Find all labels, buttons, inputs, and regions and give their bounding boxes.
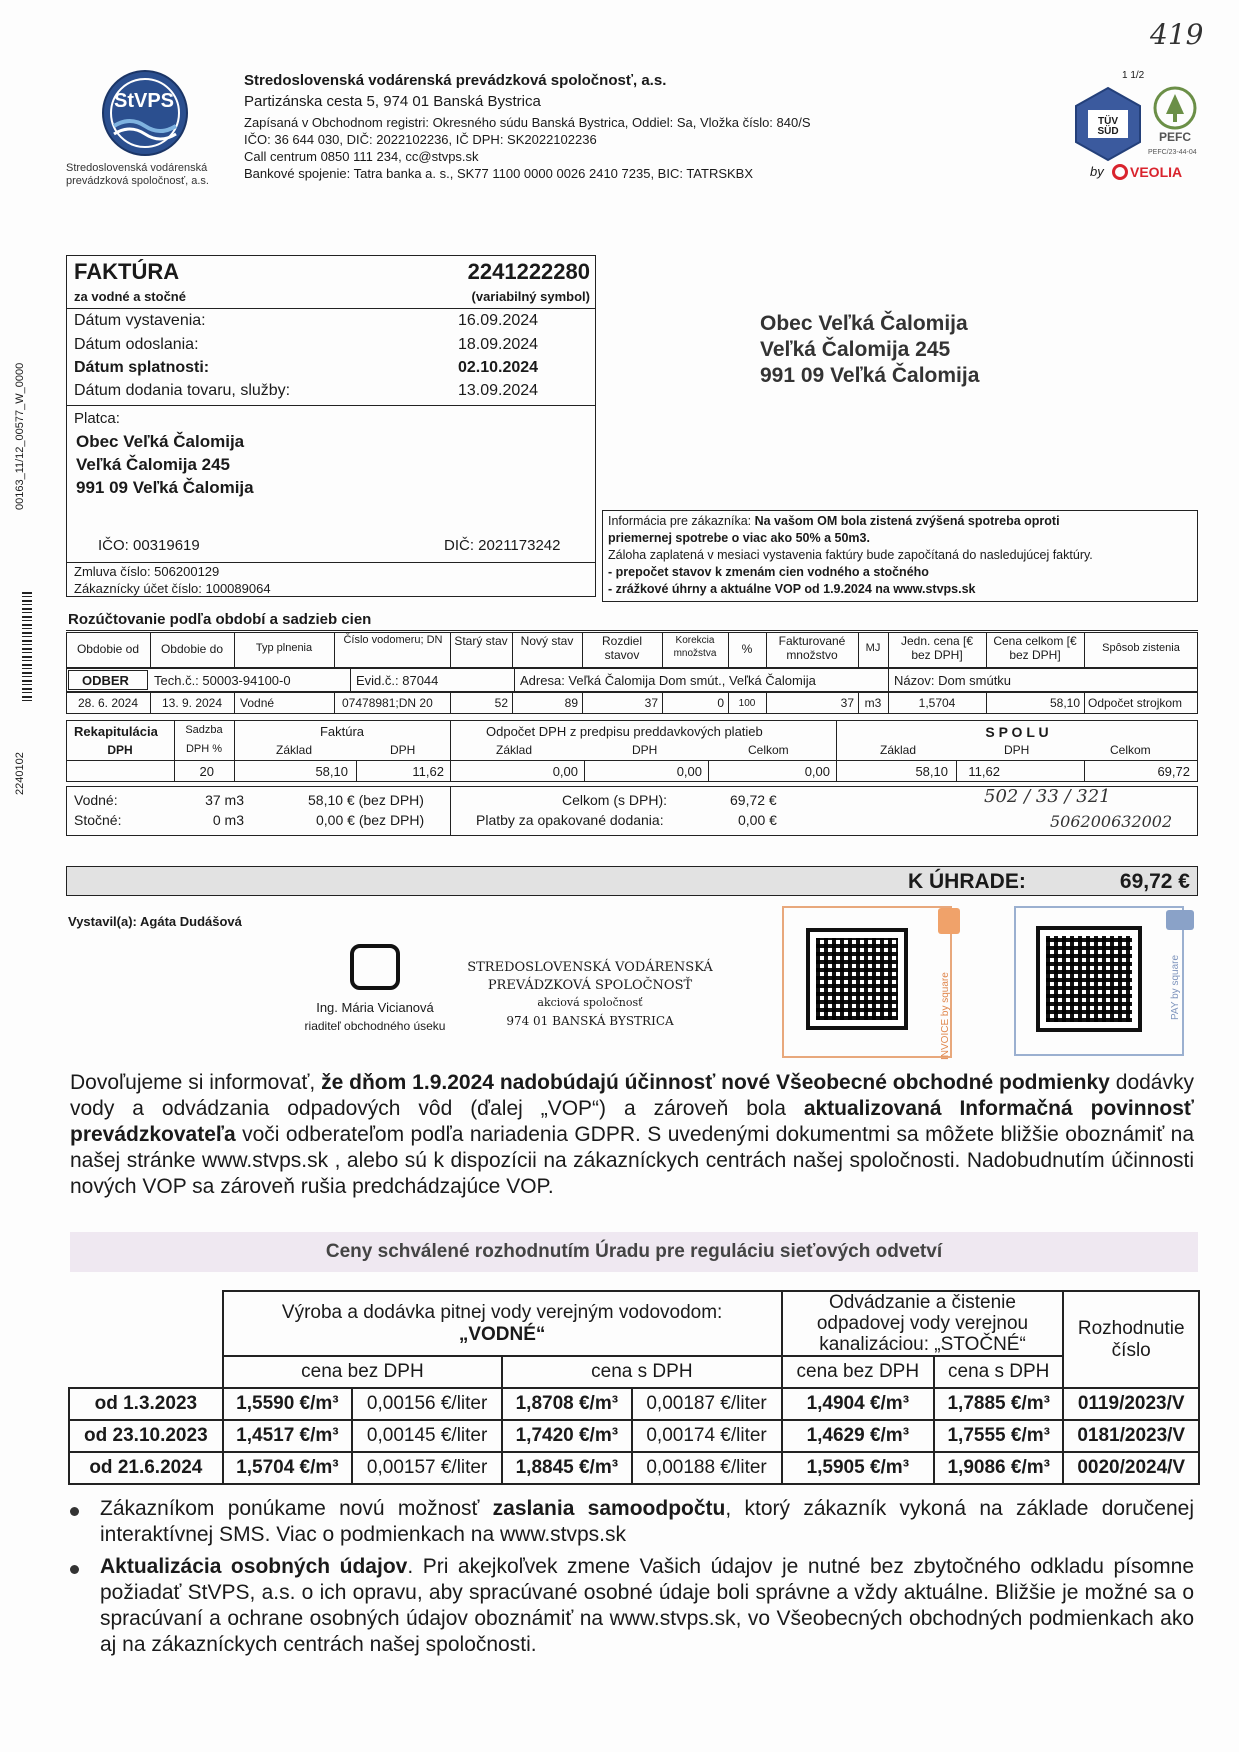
stamp-line-4: 974 01 BANSKÁ BYSTRICA (506, 1014, 674, 1028)
recap-spolu: S P O L U (985, 724, 1049, 740)
recap-faktura-dph: DPH (390, 743, 416, 757)
recap-odpocet: Odpočet DPH z predpisu preddavkových platieb (486, 724, 763, 739)
bullet-1-seg-2: , ktorý zákazník vykoná na základe doručenej interaktívnej SMS. Viac o podmienkach na www.stvps.sk (100, 1497, 1194, 1546)
sub-header-3: cena bez DPH (782, 1356, 934, 1388)
info-line-1 (608, 514, 1060, 528)
info-line-4: - prepočet stavov k zmenám cien vodného a stočného (608, 565, 929, 579)
tuv-badge (1070, 86, 1146, 162)
odber-evid: Evid.č.: 87044 (356, 673, 439, 688)
price-v2: 0,00145 €/liter (352, 1420, 502, 1452)
redacted-signature (350, 944, 400, 990)
recap-value-sum-vat: 11,62 (968, 764, 1000, 779)
company-contact: Call centrum 0850 111 234, cc@stvps.sk (244, 149, 479, 164)
invoice-doc-icon (938, 908, 960, 934)
pay-qr-label: PAY by square (1170, 954, 1181, 1020)
cell-period-to: 13. 9. 2024 (161, 696, 223, 710)
info-line-2: priemernej spotrebe o viac ako 50% a 50m3. (608, 531, 870, 545)
cell-old-state: 52 (494, 696, 508, 710)
price-row (69, 1420, 1199, 1452)
odber-tech: Tech.č.: 50003-94100-0 (154, 673, 291, 688)
date-value-3: 13.09.2024 (458, 382, 539, 399)
price-period: od 21.6.2024 (69, 1452, 223, 1484)
col-header-13: Spôsob zistenia (1102, 642, 1180, 654)
price-v3: 1,7420 €/m³ (502, 1420, 631, 1452)
vodne-amount: 58,10 € (bez DPH) (308, 792, 424, 808)
pefc-text: PEFC (1158, 130, 1191, 144)
cell-unit-price: 1,5704 (918, 696, 956, 710)
date-label-2: Dátum splatnosti: (74, 359, 210, 376)
cell-meter: 07478981;DN 20 (342, 696, 433, 710)
vop-notice (70, 1070, 1194, 1200)
cell-correction: 0 (717, 696, 724, 710)
recipient-line-2: Veľká Čalomija 245 (760, 338, 951, 361)
amount-due-label: K ÚHRADE: (908, 870, 1026, 893)
issued-by: Vystavil(a): Agáta Dudášová (68, 914, 242, 929)
logo-text: StVPS (114, 90, 175, 112)
date-label-1: Dátum odoslania: (74, 336, 199, 353)
bullet-2-seg-1: . Pri akejkoľvek zmene Vašich údajov je nutné bez zbytočného odkladu písomne požiadať StVPS, a.s. o ich opravu, aby spracúvané osobné údaje boli správne a vždy aktuálne. Bližšie je možné sa o spracúvaní a ochrane osobných údajov oboznámiť na www.stvps.sk, vo Všeobecných obchodných podmienkach ako aj na zákazníckych centrách našej spoločnosti. (100, 1555, 1195, 1656)
signer-name: Ing. Mária Vicianová (316, 1000, 434, 1015)
recap-value-rate: 20 (199, 764, 214, 779)
company-ids: IČO: 36 644 030, DIČ: 2022102236, IČ DPH: SK2022102236 (244, 132, 597, 147)
side-code: 00163_11/12_00577_W_0000 (14, 362, 26, 510)
cell-new-state: 89 (564, 696, 578, 710)
odber-label: ODBER (82, 673, 129, 688)
col-header-6: Rozdiel stavov (601, 634, 643, 662)
payer-label: Platca: (74, 410, 120, 427)
invoice-qr-code[interactable] (806, 928, 908, 1030)
price-s2: 1,7885 €/m³ (934, 1388, 1063, 1420)
sub-header-1: cena bez DPH (223, 1356, 502, 1388)
payer-line-1: Obec Veľká Čalomija (76, 432, 245, 451)
recap-value-odp-base: 0,00 (552, 764, 578, 779)
bullet-icon (70, 1507, 79, 1516)
col-header-10: MJ (865, 642, 881, 654)
cell-method: Odpočet strojkom (1088, 696, 1183, 710)
cell-diff: 37 (644, 696, 658, 710)
sub-header-4: cena s DPH (934, 1356, 1063, 1388)
recap-value-sum-base: 58,10 (915, 764, 948, 779)
repeat-payments-label: Platby za opakované dodania: (476, 812, 664, 828)
bullet-personal-data (100, 1554, 1194, 1658)
stocne-label: Stočné: (74, 812, 122, 828)
payer-line-2: Veľká Čalomija 245 (76, 455, 230, 474)
stamp-line-3: akciová spoločnosť (537, 996, 643, 1009)
payer-ico: IČO: 00319619 (98, 537, 200, 554)
group-1-line-1: Výroba a dodávka pitnej vody verejným vodovodom: (281, 1301, 723, 1323)
company-name: Stredoslovenská vodárenská prevádzková spoločnosť, a.s. (244, 72, 667, 89)
price-s2: 1,7555 €/m³ (934, 1420, 1063, 1452)
pefc-code: PEFC/23-44-04 (1148, 149, 1197, 156)
price-v4: 0,00174 €/liter (632, 1420, 782, 1452)
total-with-vat-label: Celkom (s DPH): (562, 792, 668, 808)
repeat-payments-value: 0,00 € (738, 812, 777, 828)
col-header-7: Korekcia množstva (673, 635, 717, 659)
info-line-3: Záloha zaplatená v mesiaci vystavenia faktúry bude započítaná do nasledujúcej faktúry. (608, 548, 1093, 562)
odber-adresa: Adresa: Veľká Čalomija Dom smút., Veľká Čalomija (520, 673, 816, 688)
price-decision: 0020/2024/V (1063, 1452, 1199, 1484)
recap-sadzba-2: DPH % (185, 743, 223, 755)
total-with-vat-value: 69,72 € (730, 792, 777, 808)
odber-nazov: Názov: Dom smútku (894, 673, 1012, 688)
recap-faktura-zaklad: Základ (276, 743, 313, 757)
price-s1: 1,4629 €/m³ (782, 1420, 934, 1452)
pay-card-icon (1166, 910, 1194, 930)
price-period: od 23.10.2023 (69, 1420, 223, 1452)
billing-title: Rozúčtovanie podľa období a sadzieb cien (68, 611, 372, 628)
group-1-line-2: „VODNÉ“ (458, 1323, 546, 1345)
date-value-1: 18.09.2024 (458, 336, 539, 353)
notice-seg-0: Dovoľujeme si informovať, (70, 1071, 322, 1094)
decision-header-2: číslo (1111, 1339, 1151, 1361)
cell-total-price: 58,10 (1049, 696, 1080, 710)
stvps-logo-icon (100, 68, 190, 158)
price-v2: 0,00156 €/liter (352, 1388, 502, 1420)
col-header-3: Číslo vodomeru; DN (343, 634, 443, 646)
amount-due-bar (66, 866, 1198, 896)
stamp-line-1: STREDOSLOVENSKÁ VODÁRENSKÁ (467, 960, 713, 975)
cell-billed-qty: 37 (840, 696, 854, 710)
info-line-5: - zrážkové úhrny a aktuálne VOP od 1.9.2024 na www.stvps.sk (608, 582, 976, 596)
notice-seg-1: že dňom 1.9.2024 nadobúdajú účinnosť nové Všeobecné obchodné podmienky (321, 1071, 1110, 1094)
payer-line-3: 991 09 Veľká Čalomija (76, 478, 254, 497)
amount-due-value: 69,72 € (1119, 870, 1190, 893)
col-header-4: Starý stav (454, 634, 508, 648)
handwritten-page-number: 419 (1150, 18, 1204, 51)
stocne-qty: 0 m3 (212, 812, 244, 828)
invoice-number: 2241222280 (467, 259, 590, 284)
bullet-1-seg-0: Zákazníkom ponúkame novú možnosť (100, 1497, 493, 1520)
recap-odpocet-zaklad: Základ (496, 743, 533, 757)
recap-spolu-zaklad: Základ (880, 743, 917, 757)
decision-header-1: Rozhodnutie (1077, 1317, 1185, 1339)
pefc-tree-icon (1150, 86, 1200, 130)
company-bank: Bankové spojenie: Tatra banka a. s., SK77 1100 0000 0026 2410 7235, BIC: TATRSKBX (244, 166, 754, 181)
recap-title-2: DPH (107, 743, 133, 757)
recap-title-1: Rekapitulácia (74, 724, 158, 739)
side-barcode (22, 592, 32, 702)
col-header-5: Nový stav (520, 634, 574, 648)
col-header-11: Jedn. cena [€ bez DPH] (900, 634, 974, 662)
recap-value-odp-total: 0,00 (804, 764, 830, 779)
bullet-2-seg-0: Aktualizácia osobných údajov (100, 1555, 408, 1578)
invoice-title: FAKTÚRA (74, 259, 180, 284)
price-v2: 0,00157 €/liter (352, 1452, 502, 1484)
notice-seg-4: voči odberateľom podľa nariadenia GDPR. S uvedenými dokumentmi sa môžete bližšie oboznámiť na našej stránke www.stvps.sk , alebo sú k dispozícii na zákazníckych centrách našej spoločnosti. Nadobudnutím účinnosti nových VOP sa zároveň rušia predchádzajúce VOP. (70, 1123, 1194, 1198)
recap-sadzba-1: Sadzba (185, 724, 223, 736)
signer-role: riaditeľ obchodného úseku (304, 1019, 446, 1033)
price-decision: 0119/2023/V (1063, 1388, 1199, 1420)
invoice-subtitle: za vodné a stočné (74, 289, 186, 304)
invoice-number-label: (variabilný symbol) (471, 289, 590, 304)
col-header-2: Typ plnenia (255, 642, 313, 654)
invoice-qr-label: INVOICE by square (940, 972, 951, 1060)
recap-value-odp-vat: 0,00 (676, 764, 702, 779)
recap-spolu-celkom: Celkom (1110, 743, 1151, 757)
price-v1: 1,5590 €/m³ (223, 1388, 352, 1420)
bullet-1-seg-1: zaslania samoodpočtu (492, 1497, 726, 1520)
cell-type: Vodné (240, 696, 275, 710)
logo-caption-1: Stredoslovenská vodárenská (66, 162, 208, 174)
page-count: 1 1/2 (1122, 70, 1145, 81)
info-label: Informácia pre zákazníka: (608, 514, 752, 528)
prices-title: Ceny schválené rozhodnutím Úradu pre reguláciu sieťových odvetví (325, 1241, 943, 1262)
col-header-9: Fakturované množstvo (778, 634, 846, 662)
stocne-amount: 0,00 € (bez DPH) (316, 812, 425, 828)
vodne-label: Vodné: (74, 792, 118, 808)
recap-faktura: Faktúra (319, 724, 365, 739)
group-2-line-3: kanalizáciou: „STOČNÉ“ (819, 1334, 1026, 1355)
price-v4: 0,00187 €/liter (632, 1388, 782, 1420)
handwritten-note-1: 502 / 33 / 321 (984, 786, 1111, 807)
company-address: Partizánska cesta 5, 974 01 Banská Bystrica (244, 93, 541, 110)
cell-period-from: 28. 6. 2024 (77, 696, 139, 710)
recap-odpocet-dph: DPH (632, 743, 658, 757)
tuv-text: TÜV SÜD (1097, 116, 1119, 137)
price-s1: 1,4904 €/m³ (782, 1388, 934, 1420)
recipient-line-1: Obec Veľká Čalomija (760, 312, 968, 335)
sub-header-2: cena s DPH (502, 1356, 781, 1388)
payer-dic: DIČ: 2021173242 (444, 537, 561, 554)
pefc-badge (1150, 86, 1200, 146)
handwritten-note-2: 506200632002 (1050, 812, 1173, 831)
company-registry: Zapísaná v Obchodnom registri: Okresného súdu Banská Bystrica, Oddiel: Sa, Vložka číslo: 840/S (244, 115, 811, 130)
stvps-logo (100, 68, 190, 158)
customer-account: Zákaznícky účet číslo: 100089064 (74, 581, 271, 596)
vodne-qty: 37 m3 (205, 792, 244, 808)
side-code-2: 2240102 (14, 752, 26, 795)
price-s1: 1,5905 €/m³ (782, 1452, 934, 1484)
recap-odpocet-celkom: Celkom (748, 743, 789, 757)
recipient-line-3: 991 09 Veľká Čalomija (760, 364, 980, 387)
recap-spolu-dph: DPH (1004, 743, 1030, 757)
recap-value-base: 58,10 (315, 764, 348, 779)
cell-percent: 100 (738, 698, 756, 709)
price-v1: 1,4517 €/m³ (223, 1420, 352, 1452)
group-name: VEOLIA (1130, 164, 1183, 180)
date-value-2: 02.10.2024 (458, 359, 539, 376)
group-2-line-2: odpadovej vody verejnou (816, 1313, 1029, 1334)
price-decision: 0181/2023/V (1063, 1420, 1199, 1452)
col-header-0: Obdobie od (76, 642, 140, 656)
info-text-1: Na vašom OM bola zistená zvýšená spotreba oproti (754, 514, 1060, 528)
pay-qr-code[interactable] (1036, 926, 1142, 1032)
stamp-line-2: PREVÁDZKOVÁ SPOLOČNOSŤ (487, 978, 693, 993)
price-v3: 1,8845 €/m³ (502, 1452, 631, 1484)
date-value-0: 16.09.2024 (458, 312, 539, 329)
col-header-12: Cena celkom [€ bez DPH] (993, 634, 1077, 662)
price-row (69, 1452, 1199, 1484)
col-header-1: Obdobie do (160, 642, 224, 656)
price-v1: 1,5704 €/m³ (223, 1452, 352, 1484)
cell-unit: m3 (864, 696, 882, 710)
logo-caption-2: prevádzková spoločnosť, a.s. (66, 175, 209, 187)
notice-seg-2: dodávky vody a odvádzania odpadových vôd (ďalej „VOP“) a zároveň bola (70, 1071, 1194, 1120)
veolia-logo-icon (1112, 164, 1128, 180)
col-header-8: % (741, 642, 753, 656)
price-period: od 1.3.2023 (69, 1388, 223, 1420)
bullet-self-reading (100, 1496, 1194, 1548)
group-2-line-1: Odvádzanie a čistenie (829, 1292, 1016, 1313)
recap-value-sum-total: 69,72 (1157, 764, 1190, 779)
date-label-0: Dátum vystavenia: (74, 312, 206, 329)
price-v3: 1,8708 €/m³ (502, 1388, 631, 1420)
notice-seg-3: aktualizovaná Informačná povinnosť prevádzkovateľa (70, 1097, 1194, 1146)
contract-number: Zmluva číslo: 506200129 (74, 564, 220, 579)
date-label-3: Dátum dodania tovaru, služby: (74, 382, 291, 399)
price-s2: 1,9086 €/m³ (934, 1452, 1063, 1484)
price-row (69, 1388, 1199, 1420)
recap-value-vat: 11,62 (412, 764, 444, 779)
price-v4: 0,00188 €/liter (632, 1452, 782, 1484)
bullet-icon (70, 1565, 79, 1574)
prices-table (68, 1290, 1200, 1485)
group-by: by (1090, 164, 1104, 179)
